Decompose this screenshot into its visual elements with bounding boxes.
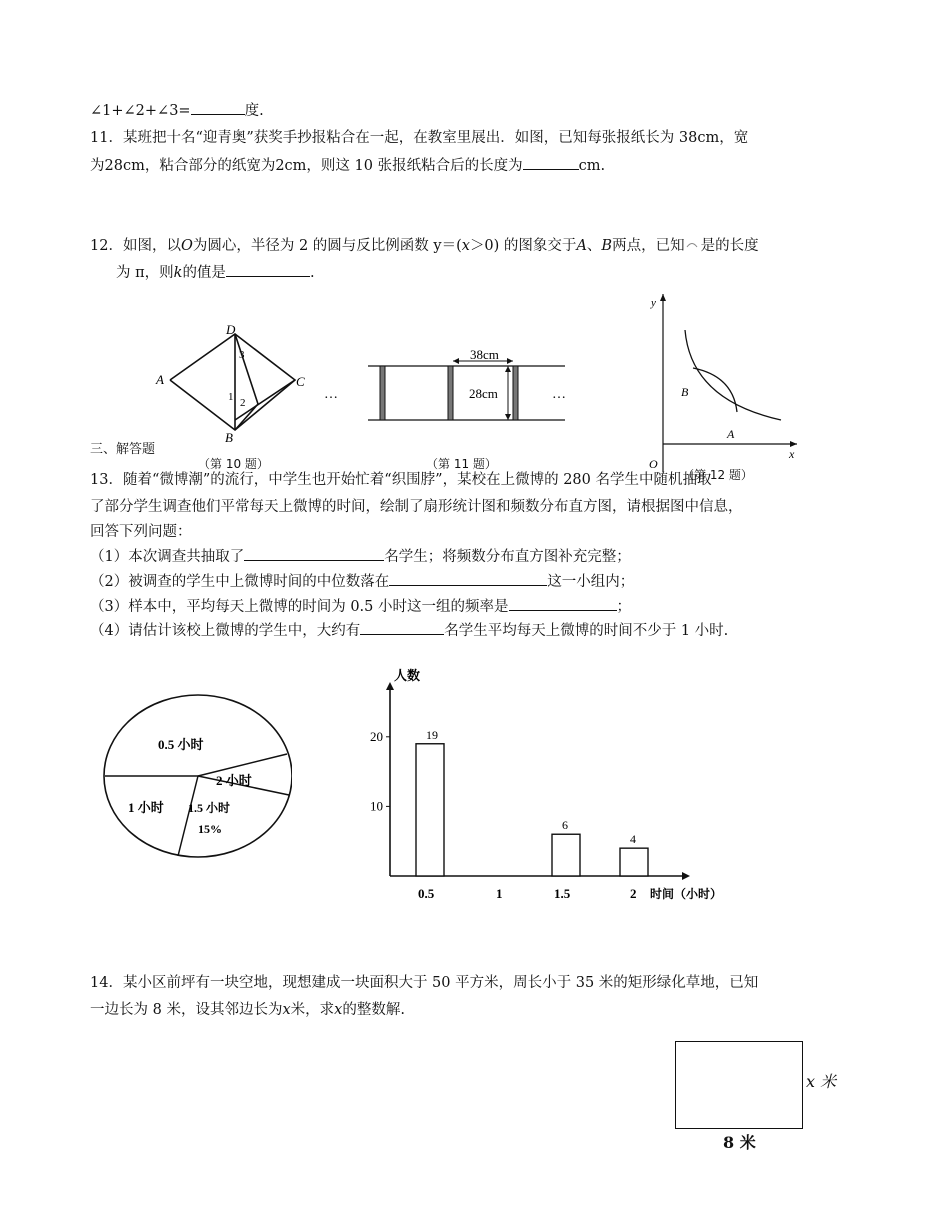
answer-blank[interactable]	[244, 546, 384, 561]
q14-line1: 14．某小区前坪有一块空地，现想建成一块面积大于 50 平方米，周长小于 35 米的矩形绿化草地，已知	[90, 975, 759, 991]
q13-line2: 了部分学生调查他们平常每天上微博的时间，绘制了扇形统计图和频数分布直方图，请根据图中信息，	[90, 499, 743, 515]
section-3-heading: 三、解答题	[90, 442, 156, 457]
pie-label-2h: 2 小时	[216, 773, 252, 788]
arc-ab-symbol	[685, 236, 701, 256]
figure-12	[615, 292, 805, 478]
x-axis-label: 时间（小时）	[650, 887, 723, 901]
width-label: 38cm	[470, 347, 499, 362]
bar	[416, 744, 444, 876]
q11-line2: 为28cm，粘合部分的纸宽为2cm，则这 10 张报纸粘合后的长度为 cm.	[90, 155, 605, 176]
y-tick-label: 20	[370, 728, 383, 744]
label-c: C	[296, 374, 305, 389]
pie-chart	[98, 690, 292, 860]
bar-chart	[340, 662, 770, 912]
answer-blank[interactable]	[523, 155, 579, 170]
label-y: y	[651, 297, 656, 309]
label-b: B	[225, 430, 233, 445]
q13-part2: （2）被调查的学生中上微博时间的中位数落在 这一小组内；	[90, 571, 634, 592]
q13-part1: （1）本次调查共抽取了 名学生；将频数分布直方图补充完整；	[90, 546, 631, 567]
x-tick-label: 0.5	[418, 886, 435, 901]
figure-11	[320, 340, 585, 430]
pie-label-1h: 1 小时	[128, 800, 164, 815]
label-o: O	[649, 457, 658, 471]
x-tick-label: 2	[630, 886, 637, 901]
q12-line2: 为 π，则k的值是 .	[116, 262, 315, 283]
answer-blank[interactable]	[226, 262, 310, 277]
q13-part4: （4）请估计该校上微博的学生中，大约有 名学生平均每天上微博的时间不少于 1 小时.	[90, 620, 728, 641]
height-label: 28cm	[469, 386, 498, 401]
q13-line1: 13．随着“微博潮”的流行，中学生也开始忙着“织围脖”，某校在上微博的 280 名学生中随机抽取	[90, 472, 712, 488]
figure-10	[150, 320, 320, 445]
label-a: A	[727, 427, 735, 441]
angle-3: 3	[239, 349, 245, 361]
caption-fig12: （第 12 题）	[682, 468, 753, 482]
caption-fig10: （第 10 题）	[198, 457, 269, 471]
q10-tail: ∠1+∠2+∠3= 度.	[90, 100, 264, 121]
y-axis-arrow	[386, 682, 394, 690]
q12-line1: 12．如图，以O为圆心，半径为 2 的圆与反比例函数 y＝(x＞0) 的图象交于A、B两点，已知 是的长度	[90, 238, 759, 254]
answer-blank[interactable]	[191, 100, 245, 115]
answer-blank[interactable]	[389, 571, 547, 586]
q11-line1: 11．某班把十名“迎青奥”获奖手抄报粘合在一起，在教室里展出．如图，已知每张报纸长为 38cm，宽	[90, 130, 749, 146]
bar-data-label: 6	[562, 818, 568, 833]
x-tick-label: 1.5	[554, 886, 571, 901]
label-b: B	[681, 385, 689, 399]
bar	[552, 834, 580, 876]
x-axis-arrow	[682, 872, 690, 880]
caption-fig11: （第 11 题）	[426, 457, 497, 471]
bar	[620, 848, 648, 876]
pie-label-1.5h: 1.5 小时	[188, 801, 231, 815]
answer-blank[interactable]	[509, 596, 617, 611]
x-tick-label: 1	[496, 886, 503, 901]
y-axis-label: 人数	[394, 668, 421, 683]
rect-side-x-label: x 米	[806, 1072, 837, 1091]
bar-data-label: 4	[630, 832, 636, 847]
answer-blank[interactable]	[360, 620, 444, 635]
label-d: D	[226, 322, 236, 337]
label-x: x	[789, 447, 795, 461]
q14-line2: 一边长为 8 米，设其邻边长为x米，求x的整数解.	[90, 1002, 405, 1018]
bar-data-label: 19	[426, 727, 438, 742]
pie-label-0.5h: 0.5 小时	[158, 737, 204, 752]
label-a: A	[156, 372, 164, 387]
dots-right: …	[552, 387, 566, 402]
pie-label-15pct: 15%	[198, 822, 222, 836]
dots-left: …	[324, 387, 338, 402]
rect-side-8-label: 8 米	[723, 1133, 756, 1152]
rectangle-figure	[675, 1041, 803, 1129]
q13-part3: （3）样本中，平均每天上微博的时间为 0.5 小时这一组的频率是 ；	[90, 596, 631, 617]
y-tick-label: 10	[370, 798, 383, 814]
angle-1: 1	[228, 391, 234, 403]
q13-line3: 回答下列问题：	[90, 524, 192, 540]
angle-2: 2	[240, 397, 246, 409]
